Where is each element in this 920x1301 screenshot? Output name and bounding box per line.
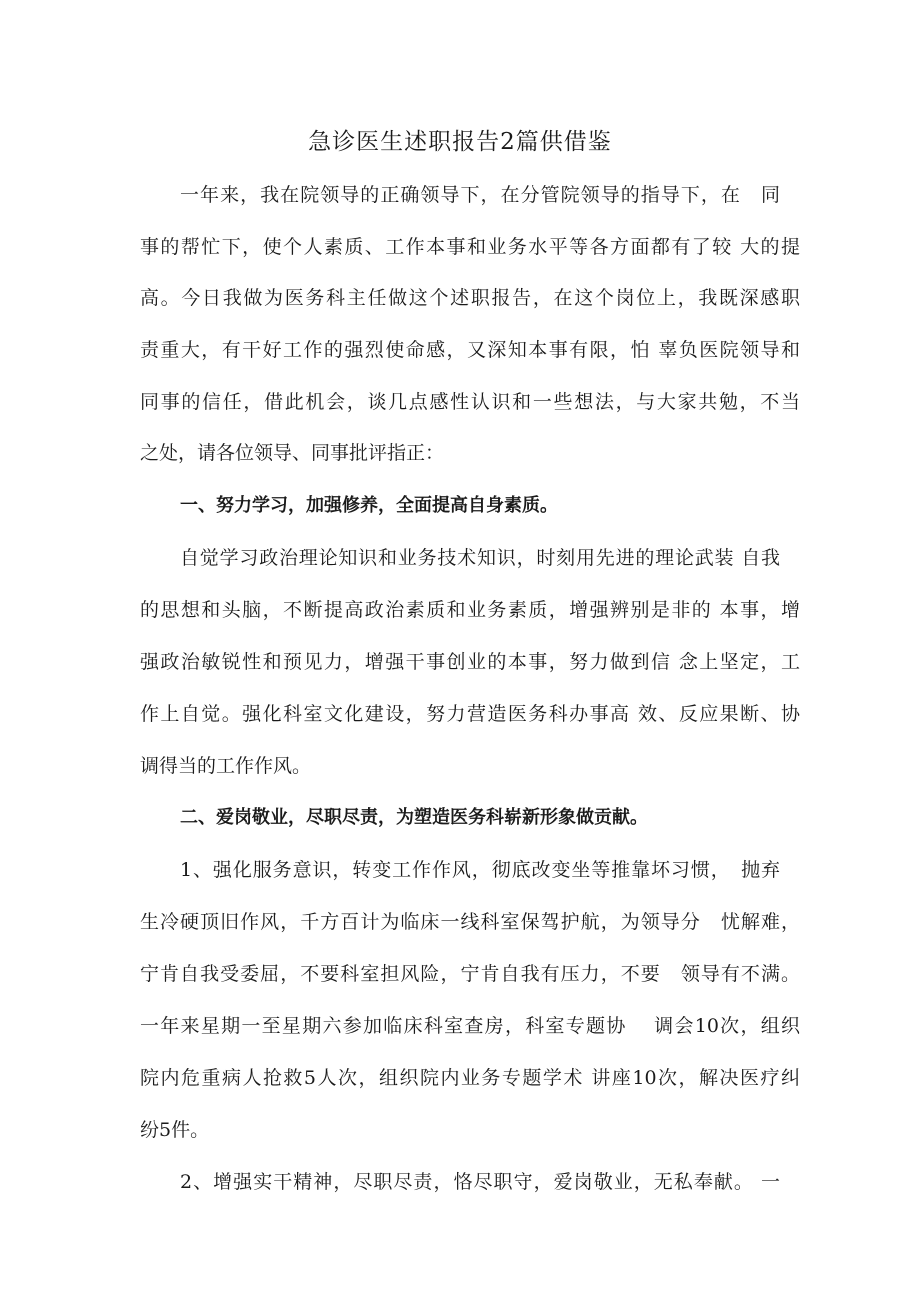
paragraph-line: 纷5件。 (140, 1119, 210, 1141)
paragraph-line: 责重大，有干好工作的强烈使命感，又深知本事有限，怕 辜负医院领导和 (140, 339, 800, 361)
paragraph-line: 自觉学习政治理论知识和业务技术知识，时刻用先进的理论武装 自我 (180, 547, 780, 569)
paragraph-line: 事的帮忙下，使个人素质、工作本事和业务水平等各方面都有了较 大的提 (140, 236, 800, 258)
paragraph-line: 院内危重病人抢救5人次，组织院内业务专题学术 讲座10次，解决医疗纠 (140, 1067, 800, 1089)
paragraph-line: 一年来星期一至星期六参加临床科室查房，科室专题协 调会10次，组织 (140, 1015, 800, 1037)
paragraph-line: 宁肯自我受委屈，不要科室担风险，宁肯自我有压力，不要 领导有不满。 (140, 963, 800, 985)
paragraph-line: 作上自觉。强化科室文化建设，努力营造医务科办事高 效、反应果断、协 (140, 703, 800, 725)
paragraph-line: 之处，请各位领导、同事批评指正： (140, 442, 445, 464)
paragraph-line: 1、强化服务意识，转变工作作风，彻底改变坐等推靠坏习惯， 抛弃 (180, 859, 780, 881)
paragraph-line: 高。今日我做为医务科主任做这个述职报告，在这个岗位上，我既深感职 (140, 287, 800, 309)
section-heading: 一、努力学习，加强修养，全面提高自身素质。 (180, 495, 558, 516)
paragraph-line: 强政治敏锐性和预见力，增强干事创业的本事，努力做到信 念上坚定，工 (140, 651, 800, 673)
paragraph-line: 生冷硬顶旧作风，千方百计为临床一线科室保驾护航，为领导分 忧解难， (140, 911, 800, 933)
paragraph-line: 2、增强实干精神，尽职尽责，恪尽职守，爱岗敬业，无私奉献。 一 (180, 1171, 780, 1193)
paragraph-line: 同事的信任，借此机会，谈几点感性认识和一些想法，与大家共勉，不当 (140, 391, 800, 413)
section-heading: 二、爱岗敬业，尽职尽责，为塑造医务科崭新形象做贡献。 (180, 807, 648, 828)
paragraph-line: 调得当的工作作风。 (140, 755, 312, 777)
document-title: 急诊医生述职报告2篇供借鉴 (308, 129, 612, 155)
paragraph-line: 的思想和头脑，不断提高政治素质和业务素质，增强辨别是非的 本事，增 (140, 599, 800, 621)
paragraph-line: 一年来，我在院领导的正确领导下，在分管院领导的指导下，在 同 (180, 184, 780, 206)
